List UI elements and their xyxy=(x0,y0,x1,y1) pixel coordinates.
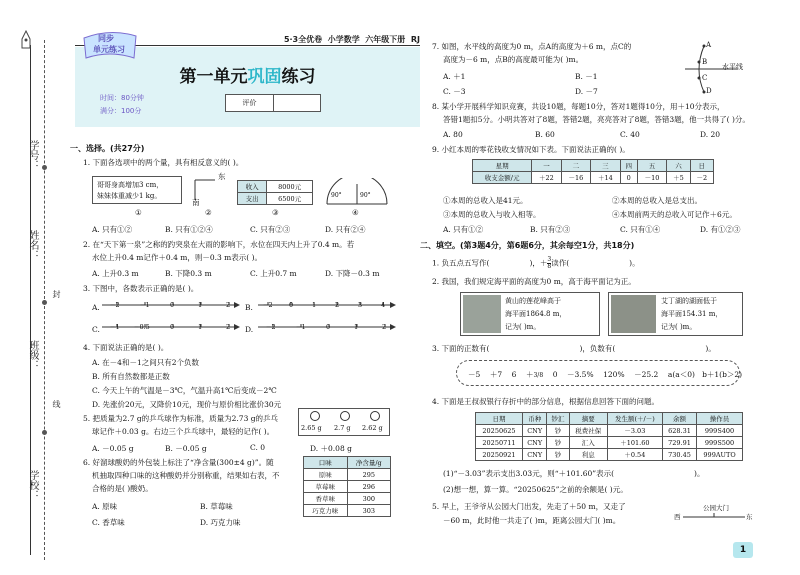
number-item: －25.2 xyxy=(634,370,659,379)
fill-5-line2: －60 m，此时他一共走了( )m，距离公园大门( )m。 xyxy=(443,516,621,525)
tick-label: 2 xyxy=(226,301,231,309)
q4-option-a[interactable]: A. 在－4和－1之间只有2个负数 xyxy=(92,358,199,367)
q1-direction-south: 南 xyxy=(192,198,200,207)
q3-letter-c[interactable]: C. xyxy=(92,325,100,334)
point-c: C xyxy=(702,74,708,82)
fill-1-part: 读作( xyxy=(551,258,570,268)
table-header: 币种 xyxy=(522,413,547,425)
table-header: 五 xyxy=(637,160,666,172)
table-cell: ＋5 xyxy=(667,172,690,184)
fill-1-part: )，＋ xyxy=(529,258,548,268)
table-cell: 收支金额/元 xyxy=(473,172,532,184)
q5-option-c[interactable]: C. 0 xyxy=(250,443,266,452)
cut-dot xyxy=(42,430,47,435)
table-cell: －10 xyxy=(637,172,666,184)
table-cell: 303 xyxy=(347,505,390,517)
q7-option-a[interactable]: A. ＋1 xyxy=(443,72,466,81)
point-b: B xyxy=(702,58,708,66)
q1-cell: 6500元 xyxy=(267,193,313,205)
q1-income-table xyxy=(237,180,313,205)
table-cell: 利息 xyxy=(569,449,607,461)
table-header: 口味 xyxy=(304,457,348,469)
point-a: A xyxy=(706,41,712,49)
box1-line: 黄山的莲花峰高于 xyxy=(505,297,561,305)
table-cell: ＋22 xyxy=(532,172,561,184)
number-item: －5 xyxy=(468,370,481,379)
q7-option-c[interactable]: C. －3 xyxy=(443,87,466,96)
q9-option-b[interactable]: B. 只有②③ xyxy=(530,225,571,234)
number-item: ＋7 xyxy=(489,370,503,379)
number-item: 6 xyxy=(511,370,517,379)
table-row xyxy=(476,425,743,437)
table-cell: 999S400 xyxy=(697,425,743,437)
q5-option-b[interactable]: B. －0.05 g xyxy=(165,444,207,453)
table-header: 发生额(＋/－) xyxy=(607,413,662,425)
tick-label: 0 xyxy=(289,301,294,309)
table-cell: 钞 xyxy=(547,449,569,461)
tick-label: 1 xyxy=(312,301,317,309)
time-limit: 时间：80分钟 xyxy=(100,94,144,102)
q8-option-c[interactable]: C. 40 xyxy=(620,130,640,139)
number-item: 0 xyxy=(552,370,558,379)
fill-1-part: )。 xyxy=(629,258,640,268)
number-item: －3.5% xyxy=(567,370,594,379)
table-cell: 原味 xyxy=(304,469,348,481)
fill-1 xyxy=(432,257,640,270)
table-cell: 巧克力味 xyxy=(304,505,348,517)
tick-label: 0 xyxy=(170,323,175,331)
q6-option-a[interactable]: A. 原味 xyxy=(92,502,118,511)
tick-label: −1 xyxy=(110,323,120,331)
student-name-label: 姓名： xyxy=(27,230,38,260)
table-header: 一 xyxy=(532,160,561,172)
question-5-line2: 球记作＋0.03 g。右边三个乒乓球中，最轻的记作( )。 xyxy=(92,427,275,436)
table-cell: 730.45 xyxy=(662,449,696,461)
table-header: 日 xyxy=(690,160,713,172)
q1-option-d[interactable]: D. 只有②④ xyxy=(325,225,366,234)
table-cell: 300 xyxy=(347,493,390,505)
q6-option-c[interactable]: C. 香草味 xyxy=(92,518,125,527)
tick-label: 1 xyxy=(198,301,203,309)
question-7-line1: 7. 如图，水平线的高度为0 m，点A的高度为＋6 m，点C的 xyxy=(432,42,632,51)
fill-3-part: 3. 下面的正数有( xyxy=(432,344,490,353)
table-row xyxy=(476,437,743,449)
table-row xyxy=(476,449,743,461)
q8-option-a[interactable]: A. 80 xyxy=(443,130,463,139)
table-cell: ＋0.54 xyxy=(607,449,662,461)
fill-1-part: 1. 负五点五写作( xyxy=(432,258,490,268)
q1-option-a[interactable]: A. 只有①② xyxy=(92,225,133,234)
title-part-a: 第一单元 xyxy=(179,67,248,87)
table-header: 钞汇 xyxy=(547,413,569,425)
table-cell: 999S500 xyxy=(697,437,743,449)
question-7-line2: 高度为－6 m，点B的高度最可能为( )m。 xyxy=(443,55,584,64)
table-cell: 汇入 xyxy=(569,437,607,449)
table-header: 操作员 xyxy=(697,413,743,425)
q6-yogurt-table xyxy=(303,456,391,517)
lake-photo xyxy=(611,295,656,333)
question-6-line2: 机抽取四种口味的这种酸奶并分别称重，结果如右表，不 xyxy=(92,471,280,480)
q9-option-c[interactable]: C. 只有①④ xyxy=(620,225,661,234)
fill-3-part: )。 xyxy=(705,344,716,353)
series-name: 5·3全优卷 xyxy=(283,35,323,44)
fill-2-box1 xyxy=(460,292,600,336)
table-header: 二 xyxy=(561,160,590,172)
tick-label: 1 xyxy=(354,323,359,331)
mountain-photo xyxy=(463,295,501,333)
fill-4-sub1 xyxy=(443,469,704,479)
q1-box1-line2: 妹妹体重减少1 kg。 xyxy=(97,192,162,200)
table-cell: －2 xyxy=(690,172,713,184)
q9-option-d[interactable]: D. 有①②③ xyxy=(700,225,741,234)
q1-option-b[interactable]: B. 只有①②④ xyxy=(165,225,213,234)
rocket-icon xyxy=(20,30,32,54)
student-number-label: 学号： xyxy=(27,140,38,170)
number-item: ＋ xyxy=(525,370,534,379)
binding-sidebar xyxy=(0,0,62,575)
fraction-denominator: 8 xyxy=(547,263,552,270)
fill-4-sub1-text: (1)“－3.03”表示支出3.03元，则“＋101.60”表示( xyxy=(443,469,615,478)
fraction-numerator: 3 xyxy=(547,256,552,263)
table-header: 余额 xyxy=(662,413,696,425)
table-header: 净含量/g xyxy=(347,457,390,469)
number-item: a(a＜0) xyxy=(667,370,695,379)
edition-name: RJ xyxy=(410,35,420,44)
table-cell: 628.31 xyxy=(662,425,696,437)
question-8-line1: 8. 某小学开展科学知识竞赛，共设10题，每题10分，答对1题得10分，用＋10分表示， xyxy=(432,102,725,111)
q4-option-c[interactable]: C. 今天上午的气温是－3℃，气温升高1℃后变成－2℃ xyxy=(92,386,277,395)
table-header: 三 xyxy=(591,160,620,172)
tick-label: 2 xyxy=(335,301,340,309)
q9-statement-2: ②本周的总收入是总支出。 xyxy=(612,196,702,205)
q2-option-b[interactable]: B. 下降0.3 m xyxy=(165,269,212,278)
fill-2-box2 xyxy=(608,292,743,336)
ping-pong-icon xyxy=(305,410,385,422)
fill-2: 2. 我国，我们规定海平面的高度为0 m，高于海平面记为正。 xyxy=(432,277,636,286)
q5-balls-box xyxy=(298,408,390,436)
q2-option-d[interactable]: D. 下降－0.3 m xyxy=(325,269,380,278)
q9-statement-1: ①本周的总收入是41元。 xyxy=(443,196,528,205)
fill-4-sub1-end: )。 xyxy=(694,469,705,478)
question-1: 1. 下面各选项中的两个量，具有相反意义的( )。 xyxy=(83,158,244,167)
subject-name: 小学数学 xyxy=(327,35,360,44)
point-d: D xyxy=(706,87,712,95)
q1-mark-1: ① xyxy=(135,208,142,217)
box1-line: 记为( )m。 xyxy=(505,323,541,331)
box1-line: 海平面1864.8 m， xyxy=(505,310,567,318)
box2-line: 记为( )m。 xyxy=(661,323,697,331)
grade-name: 六年级下册 xyxy=(365,35,406,44)
question-9: 9. 小红本周的零花钱收支情况如下表。下面说法正确的( )。 xyxy=(432,145,630,154)
title-part-c: 练习 xyxy=(281,67,316,87)
q3-letter-a[interactable]: A. xyxy=(92,303,100,312)
q1-angle-a: 90° xyxy=(331,192,342,199)
q7-option-d[interactable]: D. －7 xyxy=(575,87,598,96)
q3-letter-d[interactable]: D. xyxy=(245,325,254,334)
table-header: 摘要 xyxy=(569,413,607,425)
tick-label: 2 xyxy=(226,323,231,331)
badge-line1: 同步 xyxy=(98,34,114,43)
tick-label: −2 xyxy=(266,323,276,331)
table-header: 六 xyxy=(667,160,690,172)
table-cell: 0 xyxy=(620,172,637,184)
question-8-line2: 答错1题扣5分。小明共答对了8题，答错2题，亮亮答对了8题，答错3题，他一共得了( )分。 xyxy=(443,115,750,124)
fill-3 xyxy=(432,344,716,354)
seal-label: 封 xyxy=(52,290,61,298)
table-cell: 999AUTO xyxy=(697,449,743,461)
line-label: 线 xyxy=(52,400,61,408)
q8-option-d[interactable]: D. 20 xyxy=(700,130,721,139)
table-cell: 税费社保 xyxy=(569,425,607,437)
park-gate-label: 公园大门 xyxy=(703,504,729,512)
table-cell: 20250921 xyxy=(476,449,523,461)
table-row xyxy=(476,413,743,425)
q1-cell: 8000元 xyxy=(267,181,313,193)
table-cell: 20250711 xyxy=(476,437,523,449)
tick-label: 1 xyxy=(198,323,203,331)
q1-box1-line1: 哥哥身高增加3 cm， xyxy=(97,181,164,189)
q2-option-a[interactable]: A. 上升0.3 m xyxy=(92,269,139,278)
series-header xyxy=(240,34,420,45)
title-part-b: 巩固 xyxy=(247,67,282,87)
fill-5-line1: 5. 早上，王爷爷从公园大门出发，先走了＋50 m，又走了 xyxy=(432,502,626,511)
q1-angle-b: 90° xyxy=(360,192,371,199)
q9-money-table xyxy=(472,159,714,184)
table-cell: 香草味 xyxy=(304,493,348,505)
q1-mark-2: ② xyxy=(205,208,212,217)
tick-label: −2 xyxy=(110,301,120,309)
q7-option-b[interactable]: B. －1 xyxy=(575,72,598,81)
bankbook-table xyxy=(475,412,743,461)
table-cell: －16 xyxy=(561,172,590,184)
ball-weight: 2.7 g xyxy=(334,424,351,432)
q4-option-d[interactable]: D. 先涨价20元，又降价10元，现价与原价相比涨价30元 xyxy=(92,400,282,409)
q9-statement-4: ④本周前两天的总收入可记作＋6元。 xyxy=(612,210,737,219)
tick-label: −1 xyxy=(140,301,150,309)
school-label: 学校： xyxy=(27,470,38,500)
tick-label: 2 xyxy=(382,323,387,331)
box2-line: 海平面154.31 m， xyxy=(661,310,723,318)
table-cell: ＋14 xyxy=(591,172,620,184)
cut-dot xyxy=(42,300,47,305)
box2-line: 艾丁湖的湖面低于 xyxy=(661,297,717,305)
question-4: 4. 下面说法正确的是( )。 xyxy=(83,343,169,352)
score-label: 评价 xyxy=(226,95,274,111)
east-label: 东 xyxy=(746,513,753,521)
table-cell: 295 xyxy=(347,469,390,481)
q1-mark-4: ④ xyxy=(352,208,359,217)
table-cell: CNY xyxy=(522,437,547,449)
tick-label: 0 xyxy=(326,323,331,331)
q5-option-d[interactable]: D. ＋0.08 g xyxy=(310,444,352,453)
class-label: 班级： xyxy=(27,340,38,370)
fill-4-sub2: (2)想一想，算一算。“20250625”之前的余额是( )元。 xyxy=(443,485,628,494)
table-cell: 钞 xyxy=(547,437,569,449)
q3-letter-b[interactable]: B. xyxy=(245,303,253,312)
q1-cell: 支出 xyxy=(238,193,267,205)
tick-label: −0.5 xyxy=(134,323,150,331)
q4-option-b[interactable]: B. 所有自然数都是正数 xyxy=(92,372,170,381)
table-cell: 钞 xyxy=(547,425,569,437)
table-header: 星期 xyxy=(473,160,532,172)
cut-dot xyxy=(42,165,47,170)
q1-box1 xyxy=(92,176,182,204)
q9-statement-3: ③本周的总收入与收入相等。 xyxy=(443,210,541,219)
table-cell: CNY xyxy=(522,449,547,461)
q3-numberline-b xyxy=(258,296,398,312)
table-cell: ＋101.60 xyxy=(607,437,662,449)
section1-heading: 一、选择。(共27分) xyxy=(70,144,145,153)
score-box xyxy=(225,94,321,112)
badge-line2: 单元练习 xyxy=(93,45,125,54)
q9-option-a[interactable]: A. 只有①② xyxy=(443,225,484,234)
q1-mark-3: ③ xyxy=(272,208,279,217)
question-2-line2: 水位上升0.4 m记作＋0.4 m，则－0.3 m表示( )。 xyxy=(92,253,263,262)
page-number: 1 xyxy=(733,542,753,558)
table-row xyxy=(473,160,714,172)
full-score: 满分：100分 xyxy=(100,107,142,115)
table-cell: 草莓味 xyxy=(304,481,348,493)
table-cell: CNY xyxy=(522,425,547,437)
question-6-line1: 6. 好溜球酸奶的外包装上标注了“净含量(300±4 g)”。随 xyxy=(83,458,274,467)
ball-weight: 2.65 g xyxy=(301,424,322,432)
horizon-label: 水平线 xyxy=(722,63,743,71)
q2-option-c[interactable]: C. 上升0.7 m xyxy=(250,269,297,278)
q8-option-b[interactable]: B. 60 xyxy=(535,130,555,139)
table-header: 日期 xyxy=(476,413,523,425)
q6-option-b[interactable]: B. 草莓味 xyxy=(200,502,233,511)
number-item: 120% xyxy=(603,370,625,379)
question-2-line1: 2. 在“天下第一泉”之称的趵突泉在大雨的影响下，水位在四天内上升了0.4 m。若 xyxy=(83,240,355,249)
table-row xyxy=(473,172,714,184)
tick-label: 0 xyxy=(170,301,175,309)
q1-cell: 收入 xyxy=(238,181,267,193)
question-5-line1: 5. 把质量为2.7 g的乒乓球作为标准，质量为2.73 g的乒乓 xyxy=(83,414,279,423)
west-label: 西 xyxy=(674,513,681,521)
question-3: 3. 下图中，各数表示正确的是( )。 xyxy=(83,284,199,293)
fill-4: 4. 下面是王叔叔银行存折中的部分信息，根据信息回答下面的问题。 xyxy=(432,397,660,406)
page-title xyxy=(75,62,420,87)
table-cell: 20250625 xyxy=(476,425,523,437)
tick-label: −1 xyxy=(296,323,306,331)
section2-heading: 二、填空。(第3题4分，第6题6分，其余每空1分，共18分) xyxy=(420,241,635,250)
question-6-line3: 合格的是( )酸奶。 xyxy=(92,484,153,493)
ball-weight: 2.62 g xyxy=(362,424,383,432)
number-item: b＋1(b＞2) xyxy=(702,370,743,379)
tick-label: −2 xyxy=(263,301,273,309)
table-cell: 296 xyxy=(347,481,390,493)
table-cell: －3.03 xyxy=(607,425,662,437)
table-header: 四 xyxy=(620,160,637,172)
tick-label: 3 xyxy=(358,301,363,309)
q1-direction-east: 东 xyxy=(218,172,226,181)
q6-option-d[interactable]: D. 巧克力味 xyxy=(200,518,241,527)
q5-option-a[interactable]: A. －0.05 g xyxy=(92,444,134,453)
table-cell: 729.91 xyxy=(662,437,696,449)
tick-label: 4 xyxy=(381,301,386,309)
q1-option-c[interactable]: C. 只有②③ xyxy=(250,225,291,234)
number-set: －5 ＋7 6 ＋3/8 0 －3.5% 120% －25.2 a(a＜0) b＋1(b＞2) xyxy=(468,370,743,379)
fill-3-part: )，负数有( xyxy=(579,344,616,353)
